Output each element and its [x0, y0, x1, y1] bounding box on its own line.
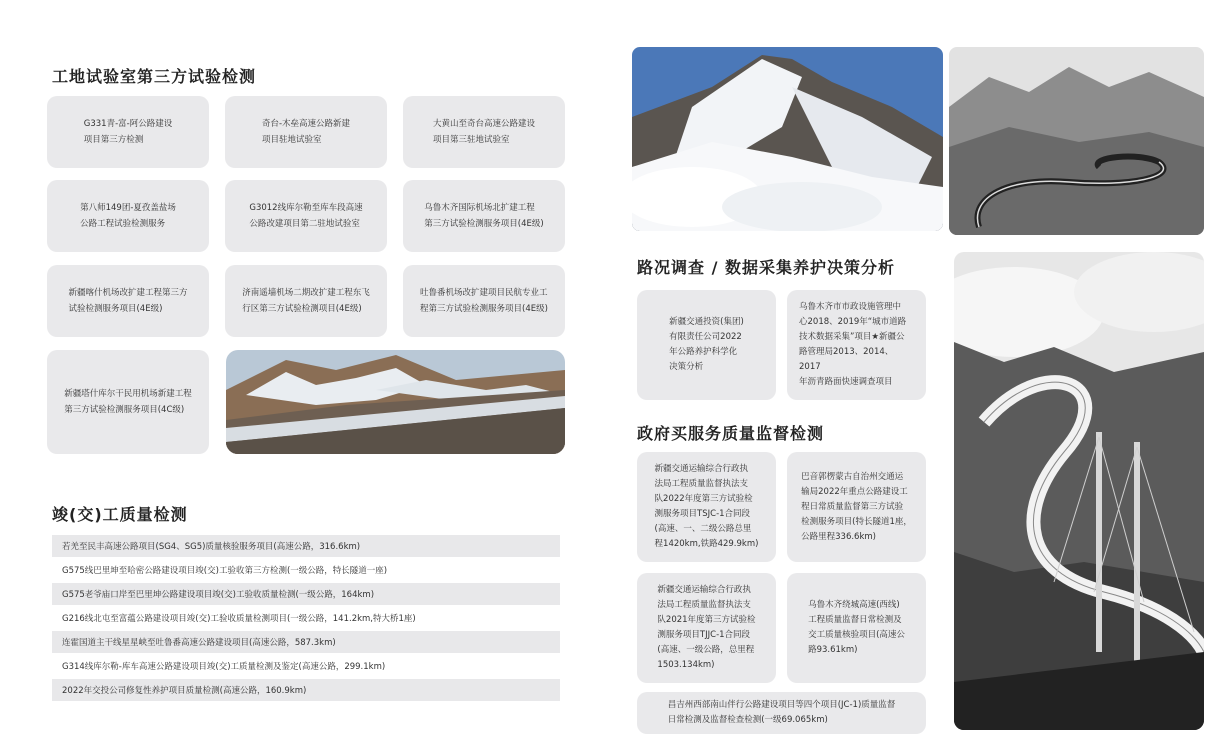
gov-card: 新疆交通运输综合行政执 法局工程质量监督执法支 队2022年度第三方试验检 测服务项目TSJC-1合同段 (高速、一、二级公路总里 程1420km,铁路429.9km)	[637, 452, 776, 562]
completion-row: G575老爷庙口岸至巴里坤公路建设项目竣(交)工验收质量检测(一级公路，164km)	[52, 583, 560, 605]
completion-row: 若羌至民丰高速公路项目(SG4、SG5)质量核验服务项目(高速公路，316.6km)	[52, 535, 560, 557]
gov-card: 乌鲁木齐绕城高速(西线) 工程质量监督日常检测及 交工质量核验项目(高速公 路93.61km)	[787, 573, 926, 683]
completion-row: G575线巴里坤至哈密公路建设项目竣(交)工验收第三方检测(一级公路，特长隧道一座)	[62, 566, 388, 576]
gov-section-title: 政府买服务质量监督检测	[637, 424, 825, 443]
serpentine-road-photo	[949, 47, 1204, 235]
snow-mountain-photo	[632, 47, 943, 231]
lab-card: G3012线库尔勒至库车段高速 公路改建项目第二驻地试验室	[225, 180, 387, 252]
survey-card: 乌鲁木齐市市政设施管理中 心2018、2019年“城市道路 技术数据采集”项目★新疆公 路管理局2013、2014、2017 年沥青路面快速调查项目	[787, 290, 926, 400]
gov-card: 巴音郭楞蒙古自治州交通运 输局2022年重点公路建设工 程日常质量监督第三方试验 检测服务项目(特长隧道1座， 公路里程336.6km)	[787, 452, 926, 562]
completion-row: G216线北屯至富蕴公路建设项目竣(交)工验收质量检测项目(一级公路，141.2km,特大桥1座)	[62, 614, 416, 624]
lab-card: 新疆塔什库尔干民用机场新建工程 第三方试验检测服务项目(4C级)	[47, 350, 209, 454]
lab-card: 奇台-木垒高速公路新建 项目驻地试验室	[225, 96, 387, 168]
lab-card: 新疆喀什机场改扩建工程第三方 试验检测服务项目(4E级)	[47, 265, 209, 337]
survey-card: 新疆交通投资(集团) 有限责任公司2022 年公路养护科学化 决策分析	[637, 290, 776, 400]
lab-card: 济南遥墙机场二期改扩建工程东飞 行区第三方试验检测项目(4E级)	[225, 265, 387, 337]
completion-row: G314线库尔勒-库车高速公路建设项目竣(交)工质量检测及鉴定(高速公路，299.1km)	[62, 662, 386, 672]
bridge-photo	[954, 252, 1204, 730]
completion-row: 2022年交投公司修复性养护项目质量检测(高速公路，160.9km)	[52, 679, 560, 701]
lab-card: G331青-富-阿公路建设 项目第三方检测	[47, 96, 209, 168]
lab-card: 第八师149团-夏孜盖盐场 公路工程试验检测服务	[47, 180, 209, 252]
retaining-wall-photo	[226, 350, 565, 454]
completion-section-title: 竣(交)工质量检测	[52, 505, 188, 524]
survey-section-title: 路况调查 / 数据采集养护决策分析	[637, 258, 895, 277]
lab-section-title: 工地试验室第三方试验检测	[52, 67, 257, 86]
lab-card: 大黄山至奇台高速公路建设 项目第三驻地试验室	[403, 96, 565, 168]
lab-card: 吐鲁番机场改扩建项目民航专业工 程第三方试验检测服务项目(4E级)	[403, 265, 565, 337]
gov-card-wide: 昌吉州西部南山伴行公路建设项目等四个项目(JC-1)质量监督 日常检测及监督检查检测(一级69.065km)	[637, 692, 926, 734]
lab-card: 乌鲁木齐国际机场北扩建工程 第三方试验检测服务项目(4E级)	[403, 180, 565, 252]
gov-card: 新疆交通运输综合行政执 法局工程质量监督执法支 队2021年度第三方试验检 测服务项目TJJC-1合同段 (高速、一级公路，总里程 1503.134km)	[637, 573, 776, 683]
completion-row: 连霍国道主干线星星峡至吐鲁番高速公路建设项目(高速公路，587.3km)	[52, 631, 560, 653]
